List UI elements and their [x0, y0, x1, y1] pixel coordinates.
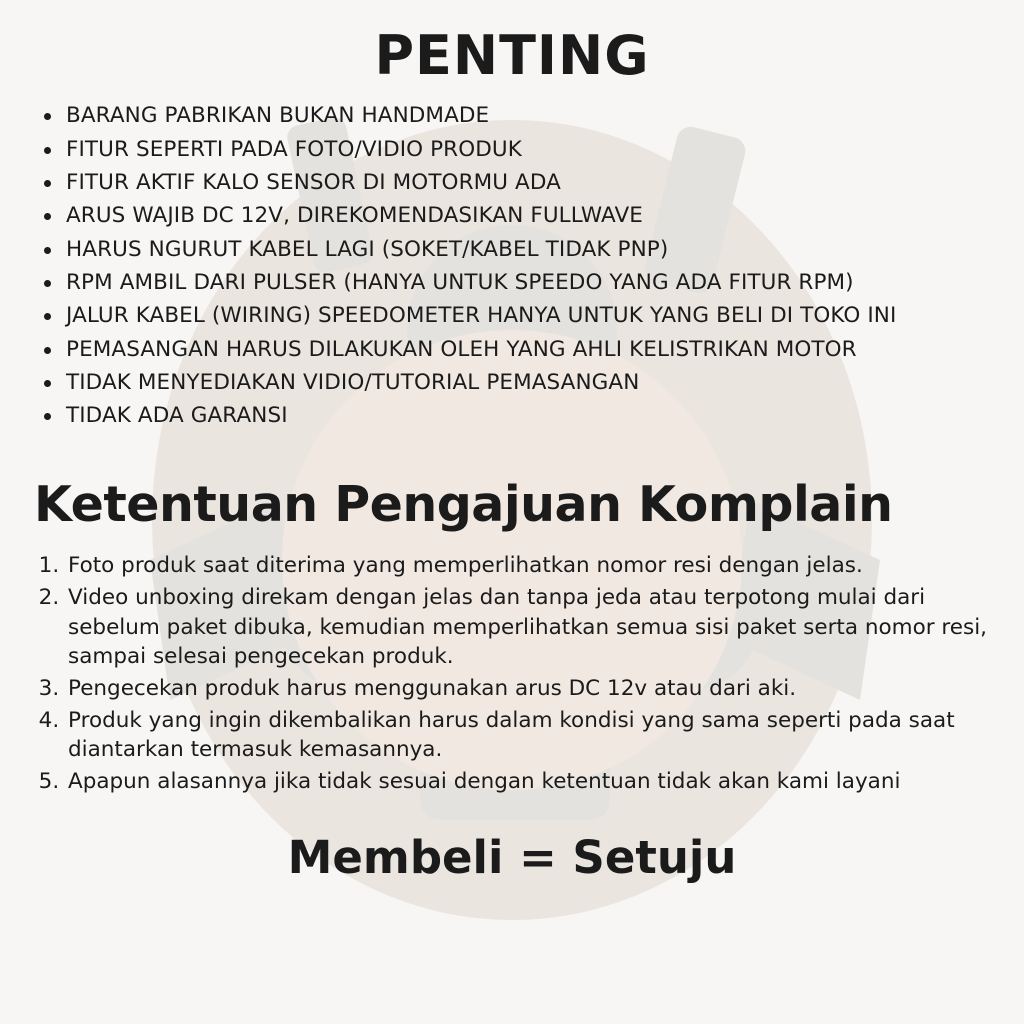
list-item: FITUR AKTIF KALO SENSOR DI MOTORMU ADA [32, 166, 998, 199]
list-item: PEMASANGAN HARUS DILAKUKAN OLEH YANG AHLI KELISTRIKAN MOTOR [32, 333, 998, 366]
list-item: FITUR SEPERTI PADA FOTO/VIDIO PRODUK [32, 133, 998, 166]
list-item: 1. Foto produk saat diterima yang memperlihatkan nomor resi dengan jelas. [66, 551, 998, 581]
list-item: 5. Apapun alasannya jika tidak sesuai dengan ketentuan tidak akan kami layani [66, 767, 998, 797]
list-item: BARANG PABRIKAN BUKAN HANDMADE [32, 99, 998, 132]
section-title-complaint-terms: Ketentuan Pengajuan Komplain [34, 475, 893, 533]
list-item: 2. Video unboxing direkam dengan jelas dan tanpa jeda atau terpotong mulai dari sebelum paket dibuka, kemudian memperlihatkan semua sisi paket serta nomor resi, sampai selesai pengecekan produk. [66, 583, 998, 672]
list-item: TIDAK ADA GARANSI [32, 399, 998, 432]
list-item: HARUS NGURUT KABEL LAGI (SOKET/KABEL TIDAK PNP) [32, 233, 998, 266]
important-notes-list [32, 99, 998, 432]
list-item: RPM AMBIL DARI PULSER (HANYA UNTUK SPEEDO YANG ADA FITUR RPM) [32, 266, 998, 299]
list-item: JALUR KABEL (WIRING) SPEEDOMETER HANYA UNTUK YANG BELI DI TOKO INI [32, 299, 998, 332]
list-item: 3. Pengecekan produk harus menggunakan arus DC 12v atau dari aki. [66, 674, 998, 704]
list-item: 4. Produk yang ingin dikembalikan harus dalam kondisi yang sama seperti pada saat diantarkan termasuk kemasannya. [66, 706, 998, 765]
complaint-terms-list [40, 551, 998, 796]
list-item: TIDAK MENYEDIAKAN VIDIO/TUTORIAL PEMASANGAN [32, 366, 998, 399]
footer-statement: Membeli = Setuju [287, 830, 737, 884]
list-item: ARUS WAJIB DC 12V, DIREKOMENDASIKAN FULLWAVE [32, 199, 998, 232]
page-title: PENTING [374, 24, 650, 87]
